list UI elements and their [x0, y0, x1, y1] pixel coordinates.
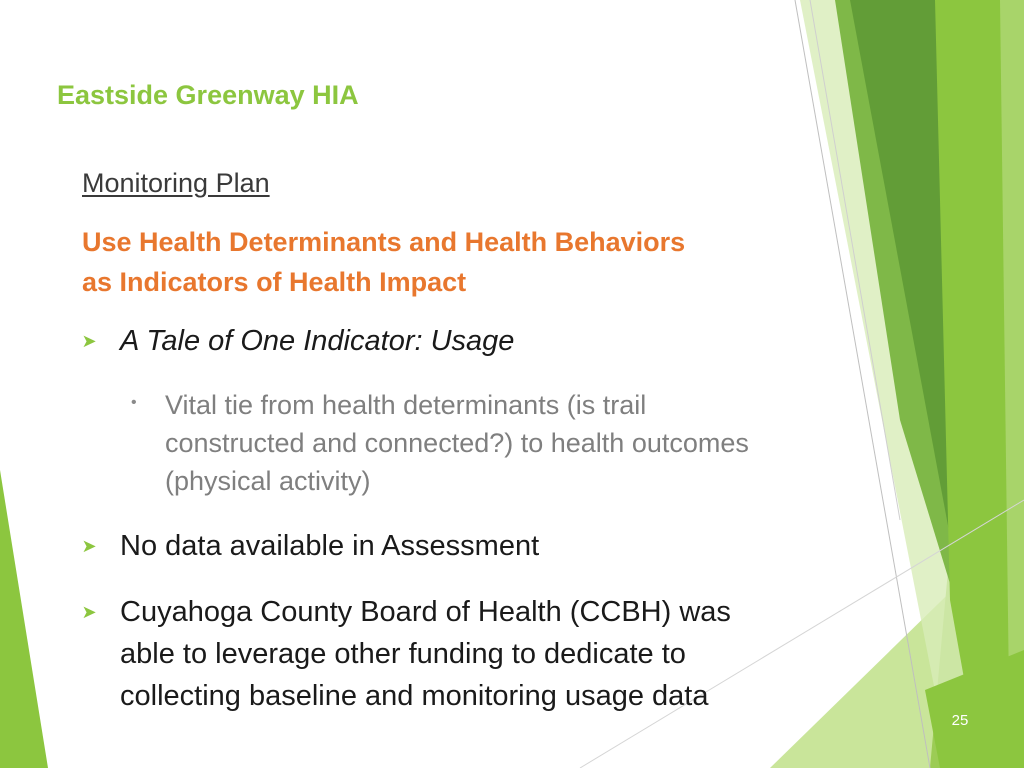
bullet-3-line-1: Cuyahoga County Board of Health (CCBH) was: [120, 596, 731, 628]
heading-line-2: as Indicators of Health Impact: [82, 267, 467, 297]
page-number: 25: [951, 712, 969, 729]
slide-heading: [82, 222, 862, 302]
bullet-arrow-icon: ➤: [81, 602, 97, 622]
bullet-3-text: [120, 591, 850, 717]
bullet-arrow-icon: ➤: [81, 536, 97, 556]
bullet-3-line-2: able to leverage other funding to dedicate to: [120, 638, 686, 670]
left-green-wedge: [0, 470, 48, 768]
slide-title: Eastside Greenway HIA: [57, 80, 359, 110]
sub-bullet-text: [165, 386, 865, 500]
bullet-arrow-icon: ➤: [81, 331, 97, 351]
sub-bullet-line-2: constructed and connected?) to health outcomes: [165, 428, 749, 458]
bullet-2-text: No data available in Assessment: [120, 530, 540, 562]
bullet-1-text: A Tale of One Indicator: Usage: [120, 325, 515, 357]
sub-bullet-line-1: Vital tie from health determinants (is trail: [165, 390, 647, 420]
sub-bullet-line-3: (physical activity): [165, 466, 371, 496]
slide-subtitle: Monitoring Plan: [82, 168, 270, 198]
bullet-3-line-3: collecting baseline and monitoring usage data: [120, 680, 709, 712]
sub-bullet-dot-icon: •: [131, 394, 137, 411]
heading-line-1: Use Health Determinants and Health Behaviors: [82, 227, 686, 257]
